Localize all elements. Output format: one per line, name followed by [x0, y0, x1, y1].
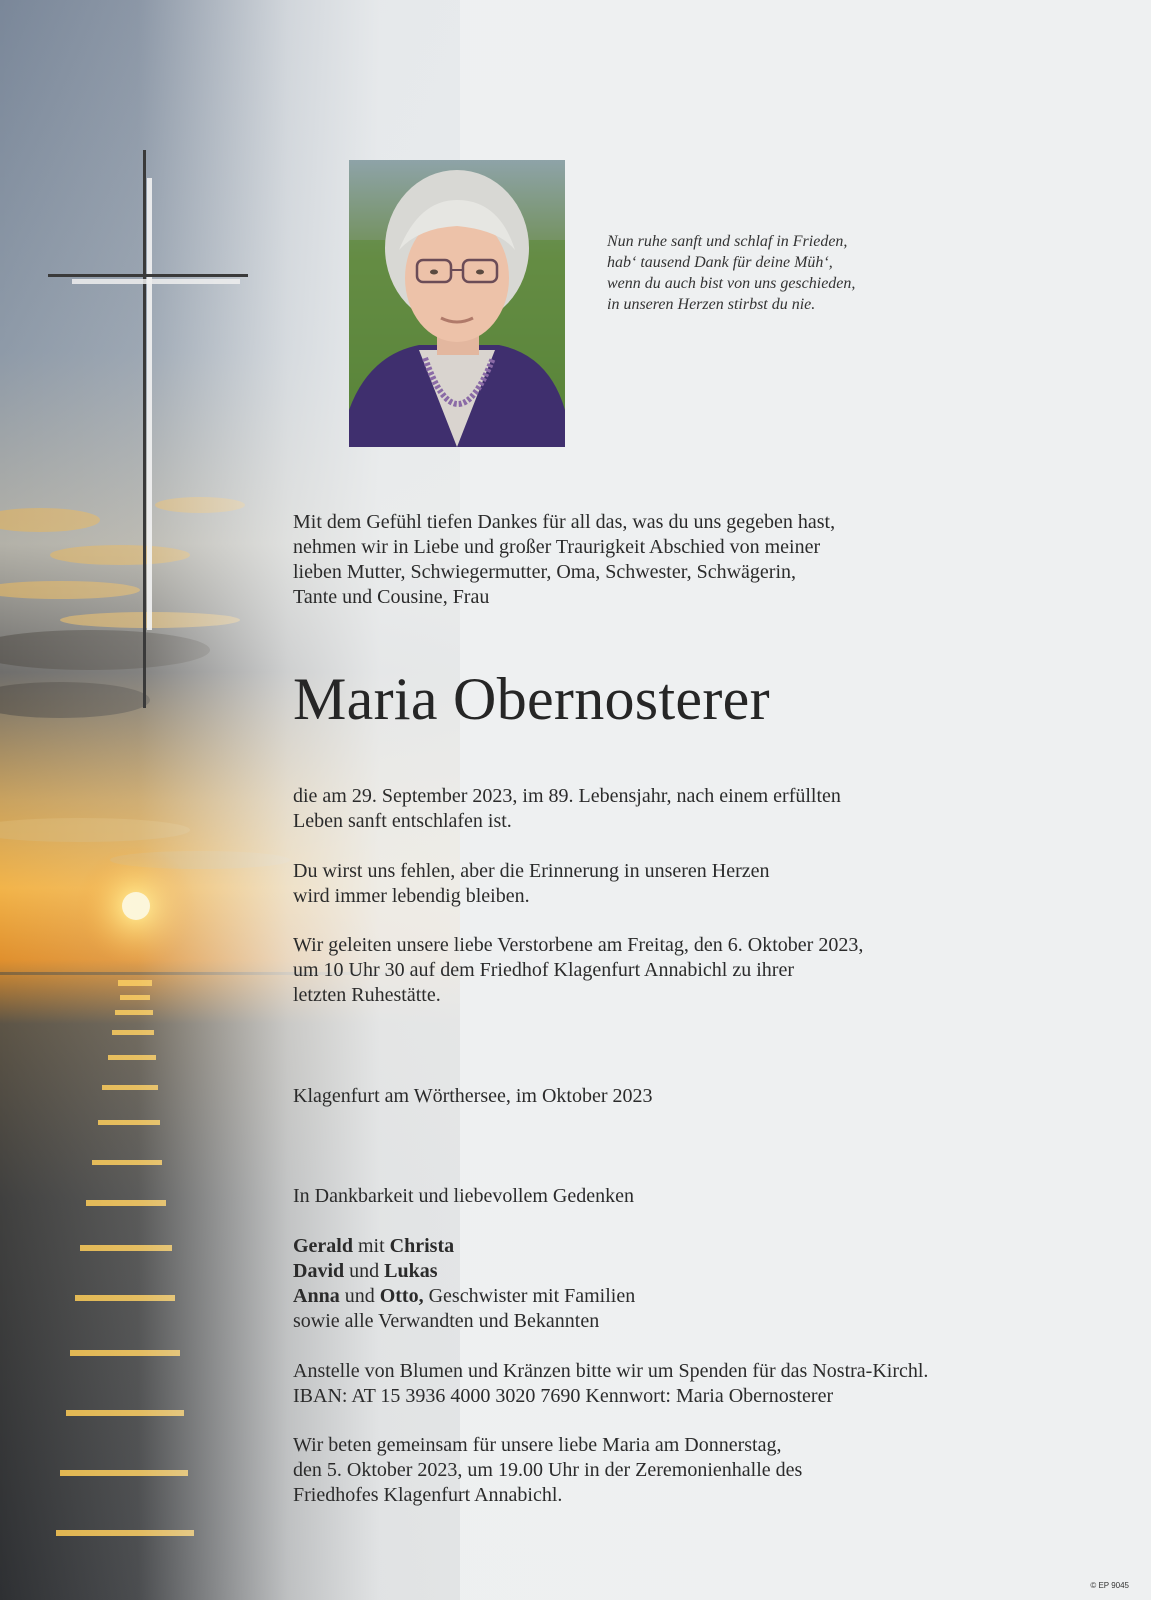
poem-line: hab‘ tausend Dank für deine Müh‘, [607, 254, 833, 271]
prayer-paragraph [293, 1433, 802, 1508]
signer-conj: und [344, 1285, 375, 1307]
signer-name: Gerald [293, 1235, 353, 1257]
remembrance-paragraph [293, 859, 770, 909]
signer-line [293, 1284, 635, 1309]
signer-rest: Geschwister mit Familien [428, 1285, 636, 1307]
poem [607, 231, 937, 315]
signer-name: Otto, [379, 1285, 424, 1307]
signer-name: Anna [293, 1285, 340, 1307]
place-date [293, 1084, 653, 1109]
copyright-note: © EP 9045 [1090, 1581, 1129, 1590]
intro-line: Tante und Cousine, Frau [293, 586, 490, 608]
gratitude-text: In Dankbarkeit und liebevollem Gedenken [293, 1185, 634, 1207]
prayer-line: Wir beten gemeinsam für unsere liebe Maria am Donnerstag, [293, 1434, 782, 1456]
portrait-photo [349, 160, 565, 447]
donation-line: IBAN: AT 15 3936 4000 3020 7690 Kennwort: Maria Obernosterer [293, 1385, 834, 1407]
death-notice [293, 784, 841, 834]
signer-conj: und [349, 1260, 380, 1282]
death-notice-line: die am 29. September 2023, im 89. Lebensjahr, nach einem erfüllten [293, 785, 841, 807]
intro-line: Mit dem Gefühl tiefen Dankes für all das, was du uns gegeben hast, [293, 511, 836, 533]
funeral-line: um 10 Uhr 30 auf dem Friedhof Klagenfurt Annabichl zu ihrer [293, 959, 794, 981]
signer-name: Lukas [384, 1260, 438, 1282]
signer-line: sowie alle Verwandten und Bekannten [293, 1310, 600, 1332]
remembrance-line: wird immer lebendig bleiben. [293, 885, 530, 907]
signer-line [293, 1234, 635, 1259]
funeral-line: Wir geleiten unsere liebe Verstorbene am Freitag, den 6. Oktober 2023, [293, 934, 864, 956]
deceased-name: Maria Obernosterer [293, 666, 770, 732]
signers [293, 1234, 635, 1334]
cross-icon [48, 150, 248, 710]
signer-name: David [293, 1260, 345, 1282]
poem-line: wenn du auch bist von uns geschieden, [607, 275, 856, 292]
prayer-line: den 5. Oktober 2023, um 19.00 Uhr in der Zeremonienhalle des [293, 1459, 803, 1481]
funeral-line: letzten Ruhestätte. [293, 984, 441, 1006]
donation-line: Anstelle von Blumen und Kränzen bitte wir um Spenden für das Nostra-Kirchl. [293, 1360, 929, 1382]
intro-paragraph [293, 510, 835, 610]
death-notice-line: Leben sanft entschlafen ist. [293, 810, 512, 832]
intro-line: nehmen wir in Liebe und großer Traurigkeit Abschied von meiner [293, 536, 821, 558]
prayer-line: Friedhofes Klagenfurt Annabichl. [293, 1484, 563, 1506]
signer-name: Christa [389, 1235, 455, 1257]
signer-line [293, 1259, 635, 1284]
gratitude-line [293, 1184, 634, 1209]
place-date-text: Klagenfurt am Wörthersee, im Oktober 2023 [293, 1085, 653, 1107]
signer-conj: mit [358, 1235, 385, 1257]
intro-line: lieben Mutter, Schwiegermutter, Oma, Schwester, Schwägerin, [293, 561, 797, 583]
poem-line: in unseren Herzen stirbst du nie. [607, 296, 816, 313]
poem-line: Nun ruhe sanft und schlaf in Frieden, [607, 233, 848, 250]
funeral-paragraph [293, 933, 863, 1008]
remembrance-line: Du wirst uns fehlen, aber die Erinnerung in unseren Herzen [293, 860, 770, 882]
donation-paragraph [293, 1359, 928, 1409]
